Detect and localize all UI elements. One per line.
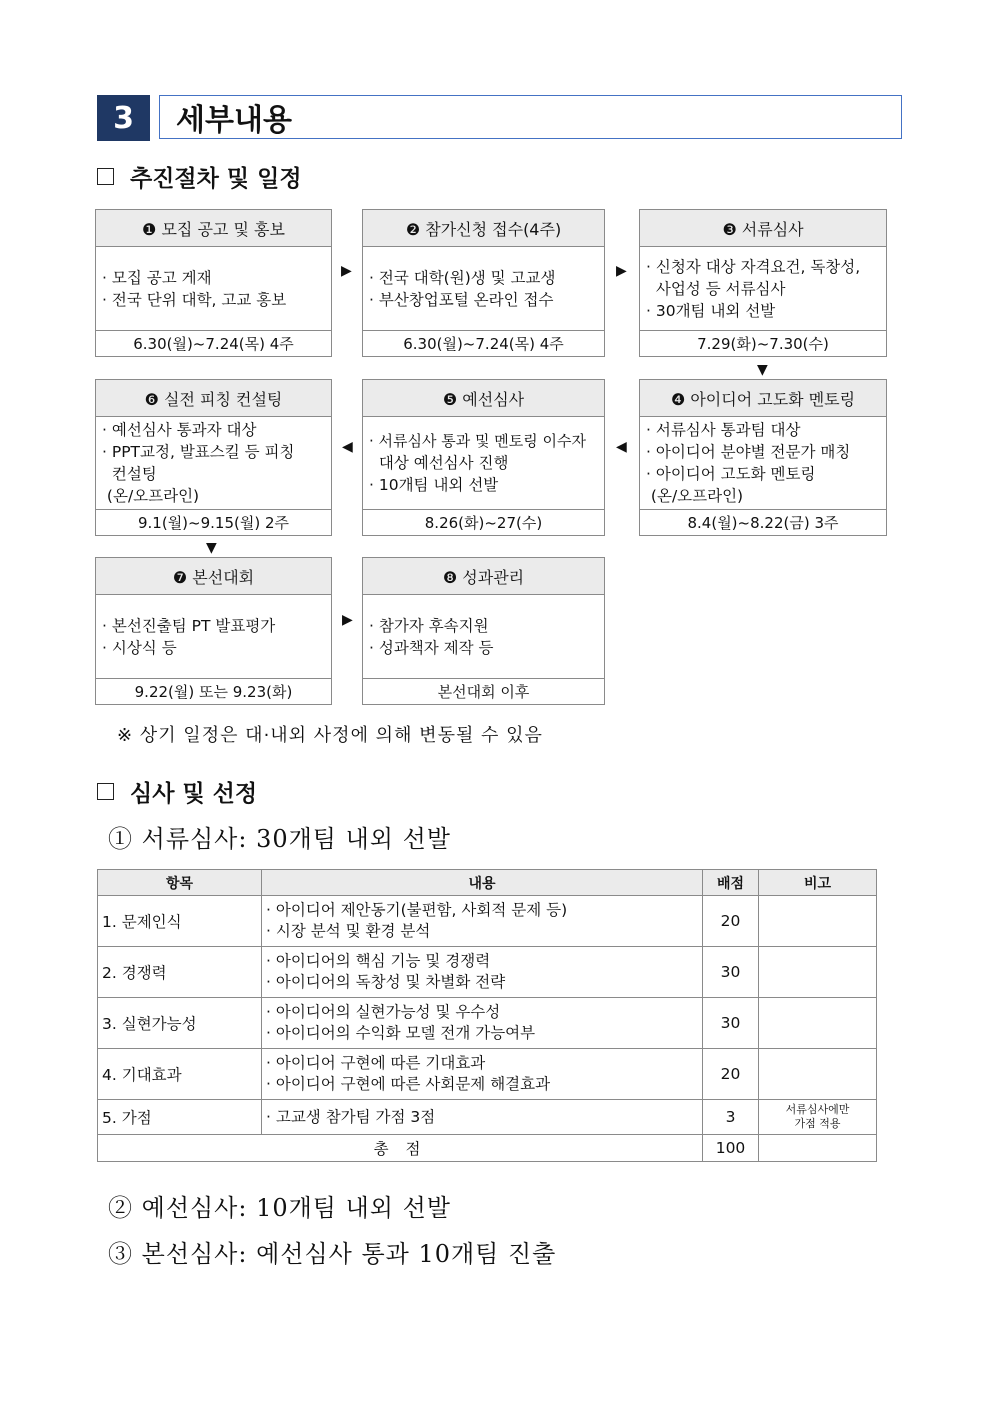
content-line: · 아이디어 구현에 따른 사회문제 해결효과 (266, 1075, 551, 1093)
remark-line: 가점 적용 (794, 1117, 841, 1130)
row-score: 20 (703, 1049, 759, 1100)
arrow-left-icon: ◀ (342, 439, 353, 455)
step-line: 대상 예선심사 진행 (369, 454, 509, 472)
row-remark (759, 947, 877, 998)
arrow-right-icon: ▶ (342, 612, 353, 628)
table-row (98, 947, 877, 998)
step-6 (95, 379, 332, 536)
row-category: 2. 경쟁력 (98, 947, 262, 998)
row-remark (759, 896, 877, 947)
evaluation-table (97, 869, 877, 1162)
content-line: · 아이디어 제안동기(불편함, 사회적 문제 등) (266, 901, 568, 919)
step-title: ❸ 서류심사 (640, 210, 886, 247)
step-title: ❹ 아이디어 고도화 멘토링 (640, 380, 886, 417)
total-label: 총 점 (98, 1135, 703, 1162)
row-category: 1. 문제인식 (98, 896, 262, 947)
row-content (262, 1100, 703, 1135)
step-line: (온/오프라인) (646, 487, 744, 505)
total-remark (759, 1135, 877, 1162)
doc-review-line: ① 서류심사: 30개팀 내외 선발 (108, 825, 451, 853)
step-line: · 예선심사 통과자 대상 (102, 421, 257, 439)
step-line: (온/오프라인) (102, 487, 200, 505)
content-line: · 시장 분석 및 환경 분석 (266, 922, 431, 940)
step-title: ❼ 본선대회 (96, 558, 331, 595)
table-row (98, 896, 877, 947)
step-line: 컨설팅 (102, 465, 157, 483)
step-line: · 부산창업포털 온라인 접수 (369, 290, 554, 309)
row-content (262, 1049, 703, 1100)
step-title: ❷ 참가신청 접수(4주) (363, 210, 604, 247)
step-3 (639, 209, 887, 357)
step-line: · 전국 대학(원)생 및 고교생 (369, 268, 556, 287)
checkbox-square-icon (97, 783, 114, 800)
row-category: 5. 가점 (98, 1100, 262, 1135)
row-category: 4. 기대효과 (98, 1049, 262, 1100)
step-line: · 아이디어 분야별 전문가 매칭 (646, 443, 851, 461)
step-date: 9.22(월) 또는 9.23(화) (96, 678, 331, 704)
content-line: · 고교생 참가팀 가점 3점 (266, 1107, 436, 1126)
schedule-heading-text: 추진절차 및 일정 (130, 166, 302, 192)
step-title: ❽ 성과관리 (363, 558, 604, 595)
step-date: 9.1(월)~9.15(월) 2주 (96, 509, 331, 535)
total-score: 100 (703, 1135, 759, 1162)
step-line: · 서류심사 통과팀 대상 (646, 421, 801, 439)
header-remark: 비고 (759, 870, 877, 896)
table-total-row (98, 1135, 877, 1162)
row-remark (759, 1100, 877, 1135)
content-line: · 아이디어 구현에 따른 기대효과 (266, 1054, 486, 1072)
step-title: ❺ 예선심사 (363, 380, 604, 417)
header-content: 내용 (262, 870, 703, 896)
arrow-right-icon: ▶ (341, 263, 352, 279)
schedule-heading (97, 160, 302, 193)
step-date: 7.29(화)~7.30(수) (640, 330, 886, 356)
step-line: · 30개팀 내외 선발 (646, 301, 776, 320)
step-date: 8.4(월)~8.22(금) 3주 (640, 509, 886, 535)
header-category: 항목 (98, 870, 262, 896)
step-line: · 모집 공고 게재 (102, 268, 212, 287)
step-4 (639, 379, 887, 536)
step-date: 8.26(화)~27(수) (363, 509, 604, 535)
step-title: ❶ 모집 공고 및 홍보 (96, 210, 331, 247)
arrow-down-icon: ▼ (206, 540, 217, 556)
step-line: · 본선진출팀 PT 발표평가 (102, 616, 276, 635)
step-7 (95, 557, 332, 705)
checkbox-square-icon (97, 168, 114, 185)
table-row (98, 1100, 877, 1135)
step-line: · 성과책자 제작 등 (369, 638, 494, 657)
step-2 (362, 209, 605, 357)
step-line: · 전국 단위 대학, 고교 홍보 (102, 290, 287, 309)
table-header-row (98, 870, 877, 896)
arrow-down-icon: ▼ (757, 362, 768, 378)
step-8 (362, 557, 605, 705)
section-title: 세부내용 (159, 95, 902, 139)
step-date: 6.30(월)~7.24(목) 4주 (363, 330, 604, 356)
step-date: 6.30(월)~7.24(목) 4주 (96, 330, 331, 356)
step-title: ❻ 실전 피칭 컨설팅 (96, 380, 331, 417)
header-score: 배점 (703, 870, 759, 896)
content-line: · 아이디어의 실현가능성 및 우수성 (266, 1003, 501, 1021)
selection-heading (97, 775, 257, 808)
step-line: · 10개팀 내외 선발 (369, 476, 499, 494)
step-line: 사업성 등 서류심사 (646, 279, 786, 298)
arrow-left-icon: ◀ (616, 439, 627, 455)
row-score: 30 (703, 998, 759, 1049)
row-content (262, 896, 703, 947)
step-5 (362, 379, 605, 536)
step-1 (95, 209, 332, 357)
row-remark (759, 998, 877, 1049)
row-remark (759, 1049, 877, 1100)
content-line: · 아이디어의 수익화 모델 전개 가능여부 (266, 1024, 536, 1042)
section-number: 3 (97, 95, 150, 141)
row-content (262, 947, 703, 998)
row-score: 20 (703, 896, 759, 947)
content-line: · 아이디어의 독창성 및 차별화 전략 (266, 973, 506, 991)
schedule-note: ※ 상기 일정은 대·내외 사정에 의해 변동될 수 있음 (117, 725, 543, 746)
row-category: 3. 실현가능성 (98, 998, 262, 1049)
step-line: · 서류심사 통과 및 멘토링 이수자 (369, 432, 586, 450)
arrow-right-icon: ▶ (616, 263, 627, 279)
step-line: · 참가자 후속지원 (369, 616, 489, 635)
final-line: ③ 본선심사: 예선심사 통과 10개팀 진출 (108, 1240, 557, 1268)
step-line: · 아이디어 고도화 멘토링 (646, 465, 816, 483)
step-line: · 신청자 대상 자격요건, 독창성, (646, 257, 861, 276)
row-content (262, 998, 703, 1049)
step-line: · 시상식 등 (102, 638, 177, 657)
step-line: · PPT교정, 발표스킬 등 피칭 (102, 443, 295, 461)
selection-heading-text: 심사 및 선정 (130, 781, 258, 807)
remark-line: 서류심사에만 (785, 1103, 850, 1116)
preliminary-line: ② 예선심사: 10개팀 내외 선발 (108, 1194, 451, 1222)
table-row (98, 1049, 877, 1100)
step-date: 본선대회 이후 (363, 678, 604, 704)
content-line: · 아이디어의 핵심 기능 및 경쟁력 (266, 952, 491, 970)
row-score: 30 (703, 947, 759, 998)
row-score: 3 (703, 1100, 759, 1135)
table-row (98, 998, 877, 1049)
